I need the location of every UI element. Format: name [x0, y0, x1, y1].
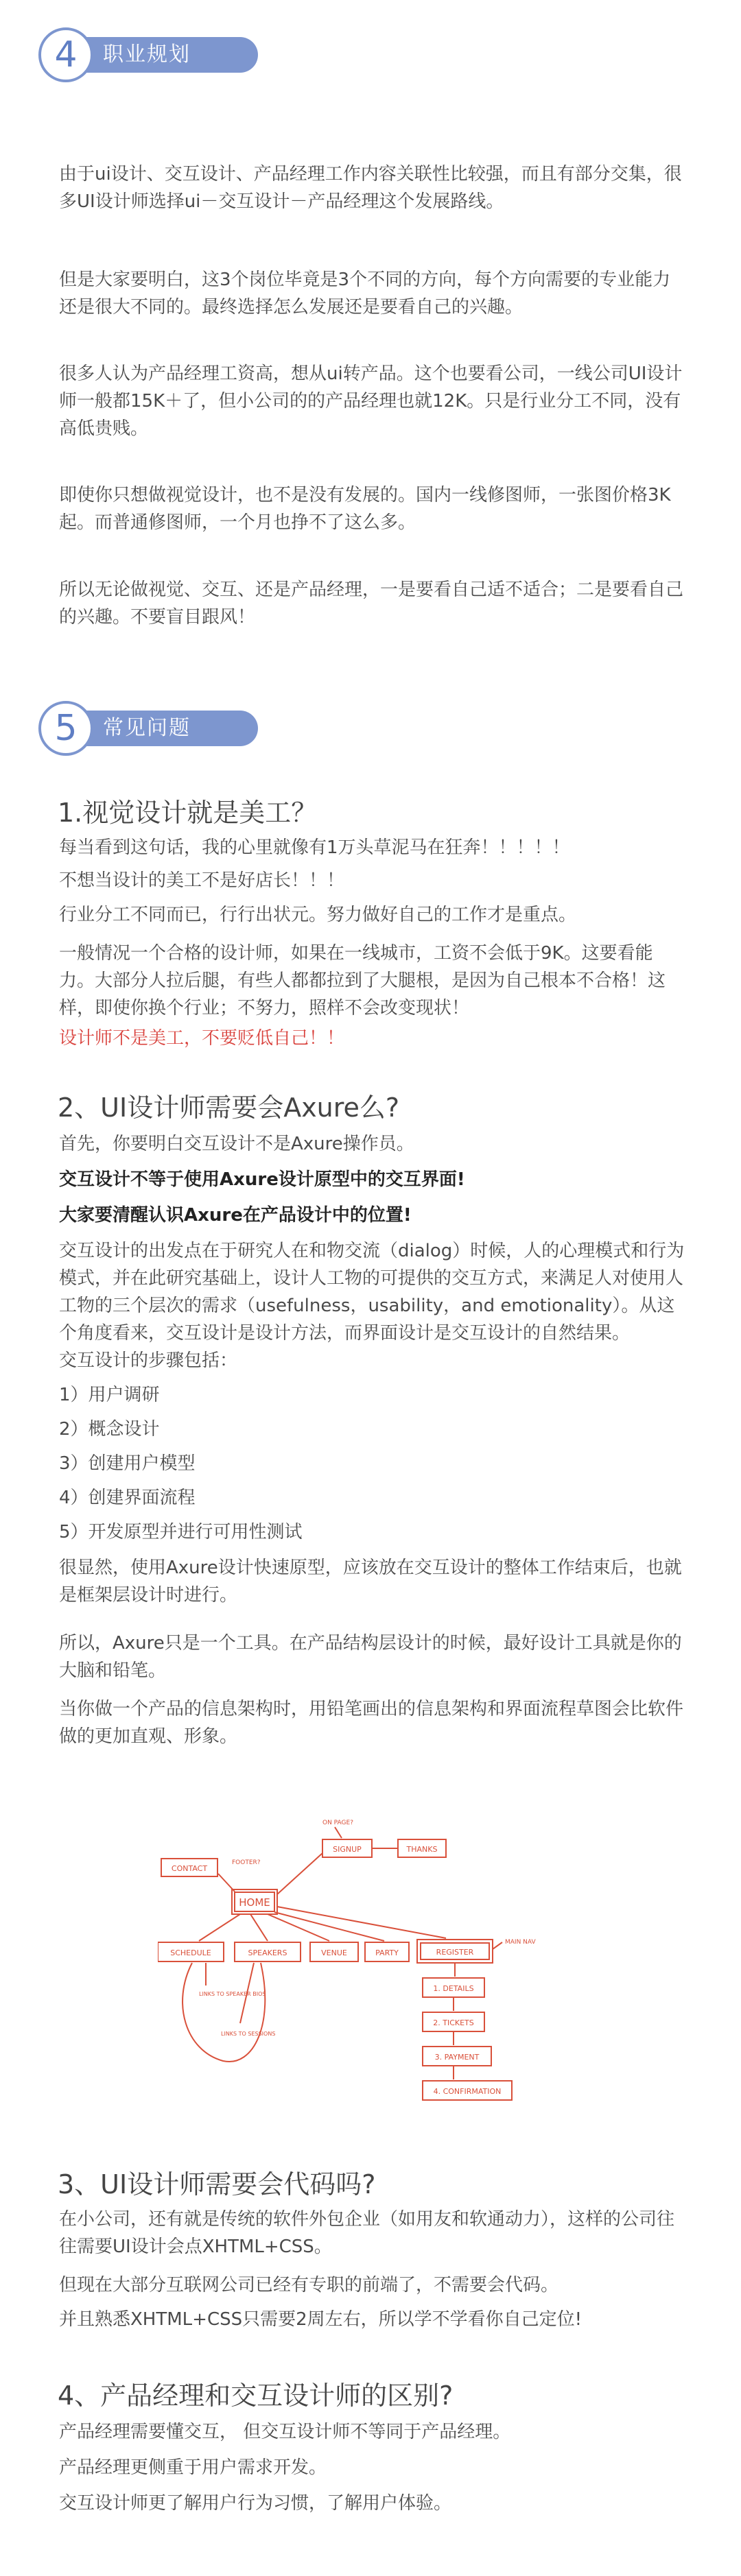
- sitemap-sketch: [158, 1797, 569, 2140]
- career-paragraph-4: 即使你只想做视觉设计，也不是没有发展的。国内一线修图师，一张图价格3K起。而普通修图师，一个月也挣不了这么多。: [59, 485, 671, 533]
- venue-label: VENUE: [321, 1948, 347, 1957]
- schedule-label: SCHEDULE: [170, 1948, 211, 1957]
- question-1-title: 1.视觉设计就是美工？: [58, 798, 318, 828]
- tickets-label: 2. TICKETS: [433, 2018, 474, 2027]
- question-3-paragraph-3: 并且熟悉XHTML+CSS只需要2周左右，所以学不学看你自己定位!: [59, 2309, 583, 2330]
- step-item: 4）创建界面流程: [59, 1488, 196, 1508]
- question-3-paragraph-1: 在小公司，还有就是传统的软件外包企业（如用友和软通动力），这样的公司往往需要UI设计会点XHTML+CSS。: [59, 2209, 675, 2257]
- step-item: 2）概念设计: [59, 1419, 160, 1440]
- links-speaker-note: LINKS TO SPEAKER BIOS: [199, 1991, 266, 1997]
- question-4-title: 4、产品经理和交互设计师的区别?: [58, 2381, 454, 2411]
- question-2-paragraph-5: 当你做一个产品的信息架构时，用铅笔画出的信息架构和界面流程草图会比软件做的更加直观、形象。: [59, 1699, 684, 1747]
- details-label: 1. DETAILS: [433, 1984, 474, 1993]
- step-item: 1）用户调研: [59, 1385, 160, 1405]
- question-1-paragraph-1: 每当看到这句话，我的心里就像有1万头草泥马在狂奔！！！！！: [59, 837, 570, 858]
- on-page-note: ON PAGE?: [322, 1820, 353, 1826]
- contact-label: CONTACT: [171, 1864, 208, 1873]
- section-5-number: 5: [38, 701, 93, 756]
- career-paragraph-5: 所以无论做视觉、交互、还是产品经理，一是要看自己适不适合；二是要看自己的兴趣。不要盲目跟风！: [59, 580, 684, 628]
- payment-label: 3. PAYMENT: [434, 2053, 480, 2062]
- links-sessions-note: LINKS TO SESSIONS: [221, 2031, 276, 2037]
- question-2-paragraph-1: 首先，你要明白交互设计不是Axure操作员。: [59, 1134, 414, 1154]
- career-paragraph-2: 但是大家要明白，这3个岗位毕竟是3个不同的方向，每个方向需要的专业能力还是很大不同的。最终选择怎么发展还是要看自己的兴趣。: [59, 270, 671, 318]
- question-4-paragraph-2: 产品经理更侧重于用户需求开发。: [59, 2457, 327, 2478]
- question-4-paragraph-3: 交互设计师更了解用户行为习惯，了解用户体验。: [59, 2493, 452, 2514]
- career-paragraph-1: 由于ui设计、交互设计、产品经理工作内容关联性比较强，而且有部分交集，很多UI设计师选择ui－交互设计－产品经理这个发展路线。: [59, 164, 682, 212]
- step-item: 5）开发原型并进行可用性测试: [59, 1522, 303, 1542]
- link-home-signup: [277, 1853, 322, 1894]
- question-2-paragraph-3: 很显然，使用Axure设计快速原型，应该放在交互设计的整体工作结束后，也就是框架层设计时进行。: [59, 1558, 682, 1606]
- on-page-arrow: [335, 1827, 342, 1838]
- section-4-title: 职业规划: [103, 43, 191, 67]
- cross-link-curve: [183, 1963, 265, 2062]
- speakers-label: SPEAKERS: [248, 1948, 287, 1957]
- main-nav-note: MAIN NAV: [505, 1939, 536, 1946]
- question-2-title: 2、UI设计师需要会Axure么?: [58, 1093, 400, 1123]
- question-2-paragraph-2: 交互设计的出发点在于研究人在和物交流（dialog）时候，人的心理模式和行为模式，并在此研究基础上，设计人工物的可提供的交互方式，来满足人对使用人工物的三个层次的需求（usefulness，usability，and emotionality）。从这个角度看来，交互设计是设计方法，而界面设计是交互设计的自然结果。: [59, 1241, 685, 1344]
- question-2-bold-1: 交互设计不等于使用Axure设计原型中的交互界面!: [59, 1169, 465, 1190]
- question-4-paragraph-1: 产品经理需要懂交互， 但交互设计师不等同于产品经理。: [59, 2422, 511, 2442]
- question-1-paragraph-4: 一般情况一个合格的设计师，如果在一线城市，工资不会低于9K。这要看能力。大部分人拉后腿，有些人都都拉到了大腿根，是因为自己根本不合格！这样，即使你换个行业；不努力，照样不会改变现状！: [59, 943, 666, 1018]
- question-2-steps-intro: 交互设计的步骤包括：: [59, 1350, 238, 1371]
- question-3-title: 3、UI设计师需要会代码吗?: [58, 2169, 376, 2199]
- thanks-label: THANKS: [406, 1845, 438, 1854]
- question-2-paragraph-4: 所以，Axure只是一个工具。在产品结构层设计的时候，最好设计工具就是你的大脑和铅笔。: [59, 1633, 682, 1681]
- question-2-bold-2: 大家要清醒认识Axure在产品设计中的位置!: [59, 1205, 412, 1226]
- question-3-paragraph-2: 但现在大部分互联网公司已经有专职的前端了，不需要会代码。: [59, 2275, 559, 2295]
- confirmation-label: 4. CONFIRMATION: [433, 2087, 502, 2096]
- step-item: 3）创建用户模型: [59, 1453, 196, 1474]
- question-1-paragraph-3: 行业分工不同而已，行行出状元。努力做好自己的工作才是重点。: [59, 905, 577, 925]
- link-home-contact: [218, 1874, 235, 1892]
- section-4-number: 4: [38, 27, 93, 82]
- section-5-title: 常见问题: [103, 716, 191, 740]
- career-paragraph-3: 很多人认为产品经理工资高，想从ui转产品。这个也要看公司，一线公司UI设计师一般都15K＋了，但小公司的的产品经理也就12K。只是行业分工不同，没有高低贵贱。: [59, 363, 683, 439]
- party-label: PARTY: [375, 1948, 399, 1957]
- register-label: REGISTER: [436, 1948, 474, 1957]
- main-nav-arrow: [493, 1942, 502, 1949]
- home-label: HOME: [239, 1896, 270, 1909]
- question-1-highlight: 设计师不是美工，不要贬低自己！！: [59, 1028, 345, 1049]
- footer-note: FOOTER?: [232, 1859, 261, 1866]
- question-1-paragraph-2: 不想当设计的美工不是好店长！！！: [59, 870, 345, 891]
- signup-label: SIGNUP: [333, 1845, 362, 1854]
